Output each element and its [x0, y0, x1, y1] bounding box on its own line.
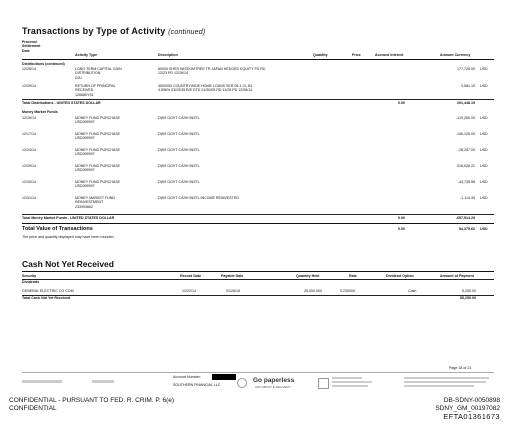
- dist-row-1-cur: USD: [480, 67, 488, 71]
- footer-disclaimer-line-2: [404, 381, 486, 383]
- bates-number-2: SDNY_GM_00197082: [435, 405, 500, 412]
- col-amount: Amount Currency: [440, 53, 471, 57]
- mmf-row-date: 12/29/14: [22, 164, 36, 168]
- cash-total-amount: $5,250.00: [460, 296, 476, 300]
- cash-row-qty: 25,000.000: [304, 289, 322, 293]
- mmf-row-cur: USD: [480, 148, 488, 152]
- footer-seal-icon: [237, 378, 247, 388]
- mmf-row-type-line: USD999997: [75, 168, 95, 173]
- cash-col-security: Security: [22, 274, 37, 278]
- dist-row-2-desc: 4500000 COUNTRYWIDE HOME LOANS SER 05-1 CL B1 4.596% 03/25/35 B/E DTD 01/30/05 RD 11/28 PD 12/26/14: [158, 84, 253, 93]
- header-rule: [22, 59, 494, 60]
- dist-row-2-cur: USD: [480, 84, 488, 88]
- footer-fineprint-line-2: [332, 381, 372, 383]
- dist-row-1-amount: 177,726.00: [457, 67, 475, 71]
- mmf-row-amount: -316,028.22: [455, 164, 475, 168]
- cash-header-rule: [22, 279, 494, 280]
- go-paperless-sub: ASK ABOUT E-DELIVERY: [255, 385, 291, 389]
- mmf-row-desc: DWS GOVT CASH INSTL: [158, 132, 200, 136]
- cash-col-qty: Quantity Held: [296, 274, 320, 278]
- total-value-label: Total Value of Transactions: [22, 226, 93, 232]
- mmf-row-date: 12/24/14: [22, 148, 36, 152]
- mmf-row-date: 12/31/14: [22, 196, 36, 200]
- mmf-row-type: [75, 164, 120, 173]
- mmf-row-type-line: MONEY FUND PURCHASE: [75, 164, 121, 168]
- total-value-amount: $4,375.60: [459, 227, 475, 231]
- mmf-row-type: [75, 180, 120, 189]
- mmf-row-cur: USD: [480, 164, 488, 168]
- mmf-row-type-line: USD999997: [75, 120, 95, 125]
- cash-col-rate: Rate: [349, 274, 357, 278]
- mmf-row-desc: DWS GOVT CASH INSTL: [158, 164, 200, 168]
- rounding-note: The price and quantity displayed may have been rounded.: [22, 235, 115, 239]
- dist-row-2-date: 12/29/14: [22, 84, 36, 88]
- total-value-rule: [22, 223, 494, 224]
- page-title: Transactions by Type of Activity (continued): [22, 26, 206, 36]
- col-accrued-interest: Accrued Interest: [375, 53, 404, 57]
- mmf-row-type-line: USD999997: [75, 136, 95, 141]
- cash-row-security: GENERAL ELECTRIC CO COM: [22, 289, 74, 293]
- dist-row-1-date: 12/26/14: [22, 67, 36, 71]
- mmf-row-date: 12/16/14: [22, 116, 36, 120]
- mmf-row-date: 12/17/14: [22, 132, 36, 136]
- mmf-row-type: [75, 132, 120, 141]
- mmf-header: Money Market Funds: [22, 110, 58, 114]
- footer-fineprint-line-1: [332, 377, 362, 379]
- mmf-row-type-line: REINVESTMENT: [75, 200, 104, 205]
- cash-section-dividends: Dividends: [22, 280, 40, 284]
- dist-total-interest: 0.00: [398, 101, 405, 105]
- col-quantity: Quantity: [313, 53, 328, 57]
- col-price: Price: [352, 53, 361, 57]
- mmf-row-cur: USD: [480, 180, 488, 184]
- dist-total-label: Total Distributions - UNITED STATES DOLLAR: [22, 101, 101, 105]
- cash-row-amount: 5,250.00: [462, 289, 476, 293]
- cash-row-record: 12/22/14: [182, 289, 196, 293]
- sipc-logo-icon: [318, 378, 329, 389]
- footer-logo-mid: [92, 380, 114, 383]
- cash-col-option: Dividend Option: [386, 274, 414, 278]
- mmf-row-amount: -1,114.49: [460, 196, 475, 200]
- dist-total-amount: 291,448.19: [457, 101, 475, 105]
- dist-row-1-desc: 60000 SHRS WISDOMTREE TR JAPAN HEDGED EQUITY FD RD 12/23 PD 12/26/14: [158, 67, 266, 76]
- mmf-row-desc: DWS GOVT CASH INSTL: [158, 180, 200, 184]
- col-description: Description: [158, 53, 178, 57]
- mmf-row-type-line: MONEY FUND PURCHASE: [75, 148, 121, 152]
- cash-col-record: Record Date: [180, 274, 202, 278]
- mmf-row-type-line: MONEY FUND PURCHASE: [75, 116, 121, 120]
- total-value-cur: USD: [480, 227, 488, 231]
- title-note: (continued): [168, 29, 206, 36]
- dist-row-2-type: RETURN OF PRINCIPAL RECEIVED 126680YS1: [75, 84, 116, 97]
- cash-title: Cash Not Yet Received: [22, 259, 114, 269]
- mmf-row-type-line: USD999997: [75, 152, 95, 157]
- mmf-row-cur: USD: [480, 116, 488, 120]
- mmf-total-rule: [22, 214, 494, 215]
- col-activity-type: Activity Type: [75, 53, 98, 57]
- cash-row-rate: 0.230000: [340, 289, 355, 293]
- footer-rule: [22, 372, 494, 373]
- mmf-row-type-line: MONEY FUND PURCHASE: [75, 132, 121, 136]
- mmf-row-amount: -146,125.00: [455, 132, 475, 136]
- confidential-line-1: CONFIDENTIAL - PURSUANT TO FED. R. CRIM. P. 6(e): [9, 397, 175, 404]
- go-paperless-logo: Go paperless: [253, 377, 295, 384]
- mmf-row-type: [75, 148, 120, 157]
- cash-col-payable: Payable Date: [221, 274, 244, 278]
- mmf-row-type-line: MONEY FUND PURCHASE: [75, 180, 121, 184]
- cash-col-amount: Amount of Payment: [440, 274, 474, 278]
- dist-total-rule: [22, 99, 494, 100]
- dist-row-2-amount: 3,581.15: [461, 84, 475, 88]
- mmf-total-amount: -657,514.29: [455, 216, 475, 220]
- total-value-interest: 0.00: [398, 227, 405, 231]
- mmf-row-cur: USD: [480, 132, 488, 136]
- cash-total-label: Total Cash Not Yet Received: [22, 296, 71, 300]
- cash-row-option: Cash: [408, 289, 417, 293]
- mmf-row-type-line: 233993662: [75, 204, 93, 209]
- dist-row-1-type: LONG TERM CAPITAL GAIN DISTRIBUTION DJU: [75, 67, 122, 80]
- mmf-row-cur: USD: [480, 196, 488, 200]
- mmf-row-type: [75, 196, 115, 209]
- footer-disclaimer-line-3: [404, 385, 474, 387]
- col-process-date: Process/ Settlement Date: [22, 40, 41, 53]
- footer-company: SOUTHERN FINANCIAL LLC: [173, 383, 221, 387]
- efta-number: EFTA01361673: [443, 412, 500, 421]
- mmf-row-type-line: USD999997: [75, 184, 95, 189]
- mmf-row-desc: DWS GOVT CASH INSTL: [158, 116, 200, 120]
- cash-row-payable: 01/26/15: [226, 289, 240, 293]
- redaction-box: [212, 374, 236, 380]
- footer-logo-left: [22, 380, 62, 383]
- mmf-row-desc: DWS GOVT CASH INSTL INCOME REINVESTED: [158, 196, 239, 200]
- distributions-header: Distributions (continued): [22, 62, 65, 66]
- footer-disclaimer-line-1: [404, 377, 489, 379]
- bates-number-1: DB-SDNY-0050898: [443, 397, 500, 404]
- mmf-row-desc: DWS GOVT CASH INSTL: [158, 148, 200, 152]
- mmf-row-type-line: MONEY MARKET FUND: [75, 196, 116, 200]
- account-number-label: Account Number:: [173, 375, 201, 379]
- mmf-row-type: [75, 116, 120, 125]
- mmf-row-date: 12/30/14: [22, 180, 36, 184]
- cash-top-rule: [22, 271, 494, 272]
- mmf-row-amount: -43,739.58: [457, 180, 475, 184]
- cash-total-rule: [22, 295, 494, 296]
- mmf-total-interest: 0.00: [398, 216, 405, 220]
- mmf-row-amount: -119,250.00: [456, 116, 475, 120]
- page-number: Page 18 of 21: [449, 366, 472, 370]
- mmf-total-label: Total Money Market Funds - UNITED STATES DOLLAR: [22, 216, 115, 220]
- mmf-row-amount: -28,257.00: [457, 148, 475, 152]
- footer-fineprint-line-3: [332, 385, 368, 387]
- confidential-line-2: CONFIDENTIAL: [9, 405, 57, 412]
